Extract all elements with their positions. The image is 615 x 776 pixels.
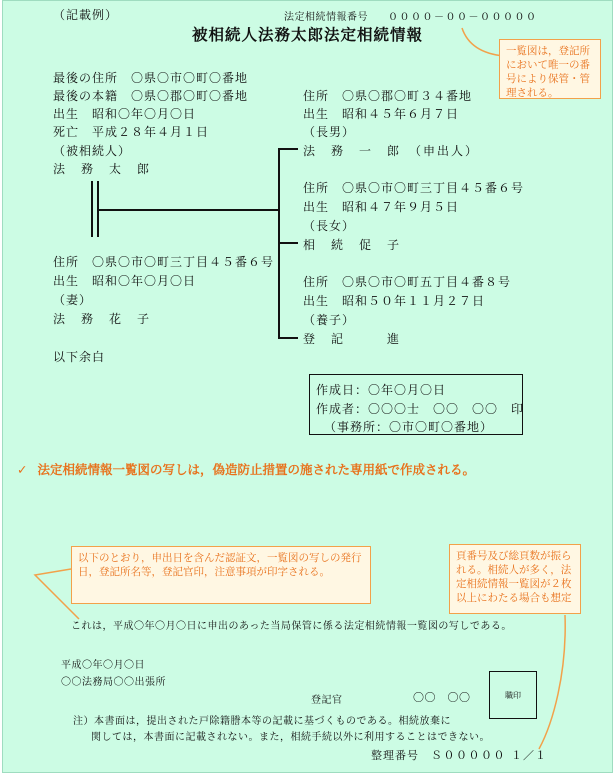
decedent-last-address: 最後の住所 〇県〇市〇町〇番地 bbox=[53, 71, 249, 85]
decedent-death: 死亡 平成２８年４月１日 bbox=[53, 125, 210, 139]
heir-1-address: 住所 〇県〇郡〇町３４番地 bbox=[303, 89, 473, 103]
decedent-role: （被相続人） bbox=[53, 144, 132, 158]
serial-value: Ｓ０００００ bbox=[431, 749, 506, 762]
document-page bbox=[2, 0, 613, 773]
certificate-statement: これは，平成〇年〇月〇日に申出のあった当局保管に係る法定相続情報一覧図の写しである。 bbox=[71, 621, 512, 632]
important-note-text: 法定相続情報一覧図の写しは，偽造防止措置の施された専用紙で作成される。 bbox=[37, 462, 475, 477]
callout-leader-bottom-right bbox=[533, 613, 583, 753]
heir-branch-3 bbox=[278, 337, 298, 339]
heir-3-role: （養子） bbox=[303, 313, 356, 327]
spouse-name: 法 務 花 子 bbox=[53, 312, 152, 326]
note-line-1: 注）本書面は，提出された戸除籍謄本等の記載に基づくものである。相続放棄に bbox=[73, 716, 451, 727]
heir-3-birth: 出生 昭和５０年１１月２７日 bbox=[303, 294, 486, 308]
registrar-name: 〇〇 〇〇 bbox=[413, 691, 471, 704]
serial-label: 整理番号 bbox=[371, 749, 419, 762]
note-line-2: 関しては，本書面に記載されない。また，相続手続以外に利用することはできない。 bbox=[91, 732, 490, 743]
checkmark-icon: ✓ bbox=[17, 462, 28, 477]
heir-branch-1 bbox=[278, 148, 298, 150]
decedent-last-domicile: 最後の本籍 〇県〇郡〇町〇番地 bbox=[53, 89, 249, 103]
number-value: ００００－００－０００００ bbox=[388, 12, 538, 23]
document-title: 被相続人法務太郎法定相続情報 bbox=[191, 26, 423, 44]
heir-1-role: （長男） bbox=[303, 125, 356, 139]
heir-1-name: 法 務 一 郎 （申出人） bbox=[303, 144, 480, 158]
callout-leader-bottom-left bbox=[23, 561, 93, 621]
page-number: １／１ bbox=[511, 749, 547, 762]
callout-bottom-left: 以下のとおり，申出日を含んだ認証文，一覧図の写しの発行日，登記所名等，登記官印，注意事項が印字される。 bbox=[71, 546, 371, 604]
decedent-name: 法 務 太 郎 bbox=[53, 162, 152, 176]
spouse-address: 住所 〇県〇市〇町三丁目４５番６号 bbox=[53, 255, 275, 269]
number-label: 法定相続情報番号 bbox=[284, 12, 368, 23]
seal-label: 職印 bbox=[505, 690, 521, 700]
kisai-rei-label: （記載例） bbox=[53, 8, 119, 22]
creator-name: 作成者：〇〇〇士 〇〇 〇〇 印 bbox=[316, 402, 525, 416]
heir-2-name: 相 続 促 子 bbox=[303, 238, 402, 252]
family-connector-horizontal bbox=[98, 209, 278, 211]
important-note bbox=[17, 460, 475, 478]
certificate-date: 平成〇年〇月〇日 bbox=[61, 660, 145, 671]
heir-2-address: 住所 〇県〇市〇町三丁目４５番６号 bbox=[303, 181, 525, 195]
registrar-label: 登記官 bbox=[311, 695, 343, 706]
ika-yohaku: 以下余白 bbox=[53, 350, 106, 364]
heir-2-birth: 出生 昭和４７年９月５日 bbox=[303, 200, 460, 214]
callout-bottom-right: 頁番号及び総頁数が振られる。相続人が多く，法定相続情報一覧図が２枚以上にわたる場合も想定 bbox=[449, 544, 581, 614]
heir-3-address: 住所 〇県〇市〇町五丁目４番８号 bbox=[303, 275, 512, 289]
decedent-birth: 出生 昭和〇年〇月〇日 bbox=[53, 107, 197, 121]
heir-3-name: 登 記 進 bbox=[303, 332, 402, 346]
creator-office: （事務所：〇市〇町〇番地） bbox=[324, 420, 494, 434]
spouse-role: （妻） bbox=[53, 293, 93, 307]
heir-branch-2 bbox=[278, 242, 298, 244]
creator-date: 作成日：〇年〇月〇日 bbox=[316, 383, 447, 397]
heir-1-birth: 出生 昭和４５年６月７日 bbox=[303, 107, 460, 121]
spouse-birth: 出生 昭和〇年〇月〇日 bbox=[53, 274, 197, 288]
callout-top-right: 一覧図は，登記所において唯一の番号により保管・管理される。 bbox=[499, 39, 601, 99]
heir-2-role: （長女） bbox=[303, 219, 356, 233]
marriage-line-1 bbox=[91, 181, 93, 237]
certificate-office: 〇〇法務局〇〇出張所 bbox=[61, 677, 166, 688]
official-seal bbox=[489, 671, 537, 719]
creator-box bbox=[309, 374, 523, 435]
